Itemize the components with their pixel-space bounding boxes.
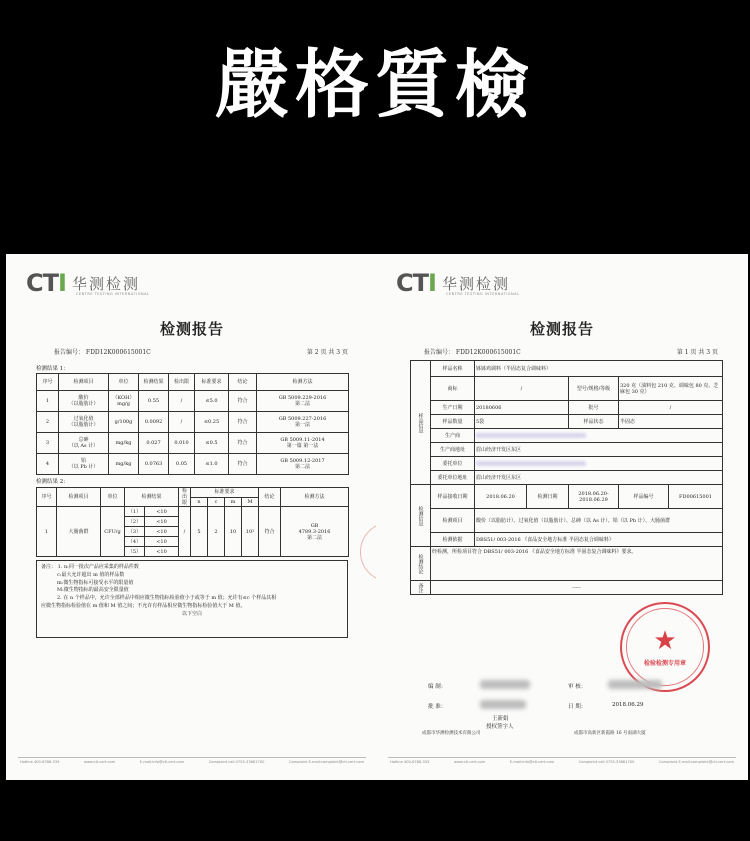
value-batch: / bbox=[619, 401, 723, 415]
row-item: 大肠菌群 bbox=[57, 507, 101, 557]
hero-title: 嚴格質檢 bbox=[215, 42, 535, 128]
table-header-cell: 检测结果 bbox=[139, 374, 169, 391]
label-test-items: 检测项目 bbox=[431, 509, 475, 533]
th-unit: 单位 bbox=[101, 488, 125, 507]
seal-inner-ring bbox=[626, 608, 704, 686]
cell-limit: / bbox=[169, 412, 195, 433]
report-number: 报告编号： FDD12K000615001C bbox=[54, 349, 151, 356]
th-M: M bbox=[242, 497, 259, 507]
value-remark: ----- bbox=[431, 581, 723, 595]
label-state: 样品状态 bbox=[569, 415, 619, 429]
value-sample-name: 钵钵鸡调料（半固态复合调味料） bbox=[475, 361, 723, 377]
cell-method: GB 5009.12-2017 第二法 bbox=[257, 454, 349, 475]
footer-hotline: Hotline 400-6788-333 bbox=[390, 760, 430, 764]
cell-unit: g/100g bbox=[109, 412, 139, 433]
signature-prepared bbox=[480, 680, 530, 689]
table-row bbox=[37, 391, 349, 412]
results-table-1 bbox=[36, 373, 349, 475]
page-indicator: 第 1 页 共 3 页 bbox=[676, 349, 718, 356]
value-test-items: 酸价（以脂肪计）、过氧化值（以脂肪计）、总砷（以 As 计）、铅（以 Pb 计）、大肠菌群 bbox=[475, 509, 723, 533]
note-line: m:微生物指标可接受水平的限量值 bbox=[57, 579, 134, 586]
value-test-date: 2018.06.20-2018.06.29 bbox=[569, 485, 619, 509]
label-batch: 批号 bbox=[569, 401, 619, 415]
report-footer bbox=[390, 760, 734, 764]
cell-conclusion: 符合 bbox=[229, 433, 257, 454]
cell-result: 0.0092 bbox=[139, 412, 169, 433]
value-producer-redacted bbox=[475, 429, 723, 443]
value-producer-address: 眉山经济开发区东区 bbox=[475, 443, 723, 457]
table-row bbox=[37, 433, 349, 454]
section-1-label: 检测结果 1： bbox=[36, 366, 69, 372]
cell-standard: ≤0.25 bbox=[195, 412, 229, 433]
result-value: <10 bbox=[145, 527, 179, 537]
note-line: 应微生物指标检验值在 m 值和 M 值之间；不允许有样品相应微生物指标检验值大于 M 值。 bbox=[41, 602, 246, 609]
company-address: 成都市高新区新霞路 16 号南湖大厦 bbox=[574, 731, 646, 736]
section-2-label: 检测结果 2： bbox=[36, 479, 69, 485]
label-model: 型号/规格/等级 bbox=[569, 377, 619, 401]
row-method: GB 4789.3-2016 第二法 bbox=[281, 507, 349, 557]
results-table-2 bbox=[36, 487, 349, 557]
note-end-marker: 以下空白 bbox=[181, 610, 202, 617]
group-remark: 备注 bbox=[411, 581, 431, 595]
label-reviewed: 审 核： bbox=[568, 684, 587, 690]
note-line: M:微生物指标的最高安全限量值 bbox=[57, 587, 129, 594]
signer-title: 授权签字人 bbox=[486, 724, 514, 730]
group-test: 检测信息 bbox=[411, 485, 431, 547]
th-m: m bbox=[225, 497, 242, 507]
result-index: （1） bbox=[125, 507, 145, 517]
cell-unit: （KOH） mg/g bbox=[109, 391, 139, 412]
logo-chinese-name: 华测检测 bbox=[71, 274, 140, 293]
row-c: 2 bbox=[208, 507, 225, 557]
sample-info-table bbox=[410, 360, 723, 595]
cell-no: 2 bbox=[37, 412, 59, 433]
official-red-seal bbox=[620, 602, 710, 692]
result-value: <10 bbox=[145, 517, 179, 527]
notes-box bbox=[36, 560, 348, 638]
cell-limit: 0.05 bbox=[169, 454, 195, 475]
value-sample-no: FD00615001 bbox=[669, 485, 723, 509]
label-receive-date: 样品接收日期 bbox=[431, 485, 475, 509]
table-header-cell: 结论 bbox=[229, 374, 257, 391]
seal-star-icon: ★ bbox=[653, 625, 677, 656]
cell-result: 0.55 bbox=[139, 391, 169, 412]
note-line: c:最大允许超出 m 值的样品数 bbox=[57, 571, 125, 578]
report-number: 报告编号： FDD12K000615001C bbox=[424, 349, 521, 356]
footer-divider bbox=[388, 757, 736, 758]
cell-unit: mg/kg bbox=[109, 433, 139, 454]
label-approved: 批 准： bbox=[428, 704, 447, 710]
value-quantity: 5袋 bbox=[475, 415, 569, 429]
seal-text: 检验检测专用章 bbox=[643, 659, 686, 667]
footer-complaint-email: Complaint E-mail:complaint@cti-cert.com bbox=[658, 760, 734, 764]
report-page-2 bbox=[6, 254, 378, 780]
logo-subtitle: CENTRE TESTING INTERNATIONAL bbox=[76, 292, 150, 296]
row-m: 10 bbox=[225, 507, 242, 557]
cell-result: 0.027 bbox=[139, 433, 169, 454]
result-index: （4） bbox=[125, 537, 145, 547]
value-production-date: 20180606 bbox=[475, 401, 569, 415]
page-indicator: 第 2 页 共 3 页 bbox=[306, 349, 348, 356]
table-header-cell: 检测项目 bbox=[59, 374, 109, 391]
signature-approved bbox=[480, 700, 526, 709]
table-header-cell: 单位 bbox=[109, 374, 139, 391]
table-header-cell: 标准要求 bbox=[195, 374, 229, 391]
report-page-1 bbox=[376, 254, 748, 780]
label-date: 日 期： bbox=[568, 704, 587, 710]
logo-cti-mark: CTI bbox=[396, 269, 436, 297]
cell-no: 4 bbox=[37, 454, 59, 475]
value-client-redacted bbox=[475, 457, 723, 471]
footer-email: E-mail:info@cti-cert.com bbox=[509, 760, 555, 764]
row-limit: / bbox=[179, 507, 191, 557]
label-sample-name: 样品名称 bbox=[431, 361, 475, 377]
value-sign-date: 2018.06.29 bbox=[612, 702, 644, 708]
note-line: 2. 在 n 个样品中，允许全部样品中相应微生物指标检验值小于或等于 m 值；允许有≤c 个样品其相 bbox=[57, 595, 277, 601]
logo-cti-mark: CTI bbox=[26, 269, 66, 297]
result-value: <10 bbox=[145, 547, 179, 557]
footer-complaint-call: Complaint call 0755-33681700 bbox=[208, 760, 265, 764]
label-producer: 生产商 bbox=[431, 429, 475, 443]
cell-method: GB 5009.11-2014 第一篇 第一法 bbox=[257, 433, 349, 454]
cell-conclusion: 符合 bbox=[229, 454, 257, 475]
cell-no: 3 bbox=[37, 433, 59, 454]
cell-method: GB 5009.227-2016 第一法 bbox=[257, 412, 349, 433]
value-conclusion: 经检测，所检项目符合 DBS51/ 003-2016 《食品安全地方标准 半固态复合调味料》要求。 bbox=[431, 547, 723, 581]
cell-limit: 0.010 bbox=[169, 433, 195, 454]
report-footer bbox=[20, 760, 364, 764]
table-row bbox=[37, 412, 349, 433]
cell-conclusion: 符合 bbox=[229, 412, 257, 433]
footer-website: www.cti-cert.com bbox=[84, 760, 116, 764]
th-limit: 检出限 bbox=[179, 488, 191, 507]
table-header-cell: 检测方法 bbox=[257, 374, 349, 391]
label-client: 委托单位 bbox=[431, 457, 475, 471]
note-line: 备注： 1. n:同一批次产品应采集的样品件数 bbox=[41, 564, 139, 570]
label-test-date: 检测日期 bbox=[527, 485, 569, 509]
cell-limit: / bbox=[169, 391, 195, 412]
value-state: 半固态 bbox=[619, 415, 723, 429]
value-brand: / bbox=[475, 377, 569, 401]
row-conclusion: 符合 bbox=[259, 507, 281, 557]
cell-unit: mg/kg bbox=[109, 454, 139, 475]
cell-method: GB 5009.229-2016 第二法 bbox=[257, 391, 349, 412]
th-c: c bbox=[208, 497, 225, 507]
footer-hotline: Hotline 400-6788-333 bbox=[20, 760, 60, 764]
th-no: 序号 bbox=[37, 488, 57, 507]
signature-reviewed bbox=[608, 680, 662, 689]
th-n: n bbox=[191, 497, 208, 507]
group-conclusion: 检测结论 bbox=[411, 547, 431, 581]
result-index: （3） bbox=[125, 527, 145, 537]
label-quantity: 样品数量 bbox=[431, 415, 475, 429]
value-receive-date: 2018.06.20 bbox=[475, 485, 527, 509]
cell-item: 酸价 （以脂肪计） bbox=[59, 391, 109, 412]
footer-divider bbox=[18, 757, 366, 758]
result-index: （2） bbox=[125, 517, 145, 527]
label-client-address: 委托单位地址 bbox=[431, 471, 475, 485]
th-conclusion: 结论 bbox=[259, 488, 281, 507]
footer-complaint-email: Complaint E-mail:complaint@cti-cert.com bbox=[288, 760, 364, 764]
logo-chinese-name: 华测检测 bbox=[441, 274, 510, 293]
row-n: 5 bbox=[191, 507, 208, 557]
cell-item: 过氧化值 （以脂肪计） bbox=[59, 412, 109, 433]
report-title: 检测报告 bbox=[529, 320, 594, 338]
cell-result: 0.0763 bbox=[139, 454, 169, 475]
label-sample-no: 样品编号 bbox=[619, 485, 669, 509]
th-item: 检测项目 bbox=[57, 488, 101, 507]
label-test-basis: 检测依据 bbox=[431, 533, 475, 547]
cell-standard: ≤0.5 bbox=[195, 433, 229, 454]
label-production-date: 生产日期 bbox=[431, 401, 475, 415]
label-producer-address: 生产商地址 bbox=[431, 443, 475, 457]
th-method: 检测方法 bbox=[281, 488, 349, 507]
th-standard: 标准要求 bbox=[191, 488, 259, 498]
result-index: （5） bbox=[125, 547, 145, 557]
value-client-address: 眉山经济开发区东区 bbox=[475, 471, 723, 485]
table-header-cell: 序号 bbox=[37, 374, 59, 391]
logo-subtitle: CENTRE TESTING INTERNATIONAL bbox=[446, 292, 520, 296]
result-value: <10 bbox=[145, 537, 179, 547]
label-prepared: 编 制： bbox=[428, 684, 447, 690]
report-title: 检测报告 bbox=[159, 320, 224, 338]
result-value: <10 bbox=[145, 507, 179, 517]
label-brand: 商标 bbox=[431, 377, 475, 401]
table-row bbox=[37, 454, 349, 475]
cell-conclusion: 符合 bbox=[229, 391, 257, 412]
cell-no: 1 bbox=[37, 391, 59, 412]
cell-item: 总砷 （以 As 计） bbox=[59, 433, 109, 454]
cell-standard: ≤1.0 bbox=[195, 454, 229, 475]
row-unit: CFU/g bbox=[101, 507, 125, 557]
table-header-cell: 检出限 bbox=[169, 374, 195, 391]
value-model: 320 克（油料包 210 克、调味包 80 克、芝麻包 30 克） bbox=[619, 377, 723, 401]
cell-item: 铅 （以 Pb 计） bbox=[59, 454, 109, 475]
footer-website: www.cti-cert.com bbox=[454, 760, 486, 764]
th-result: 检测结果 bbox=[125, 488, 179, 507]
value-test-basis: DBS51/ 003-2016 《食品安全地方标准 半固态复合调味料》 bbox=[475, 533, 723, 547]
group-sample: 样品信息 bbox=[411, 361, 431, 485]
footer-complaint-call: Complaint call 0755-33681700 bbox=[578, 760, 635, 764]
signer-name: 王新娟 bbox=[492, 716, 509, 722]
company-name: 成都市华测检测技术有限公司 bbox=[422, 731, 481, 736]
cell-standard: ≤5.0 bbox=[195, 391, 229, 412]
row-M: 10² bbox=[242, 507, 259, 557]
footer-email: E-mail:info@cti-cert.com bbox=[139, 760, 185, 764]
row-no: 1 bbox=[37, 507, 57, 557]
